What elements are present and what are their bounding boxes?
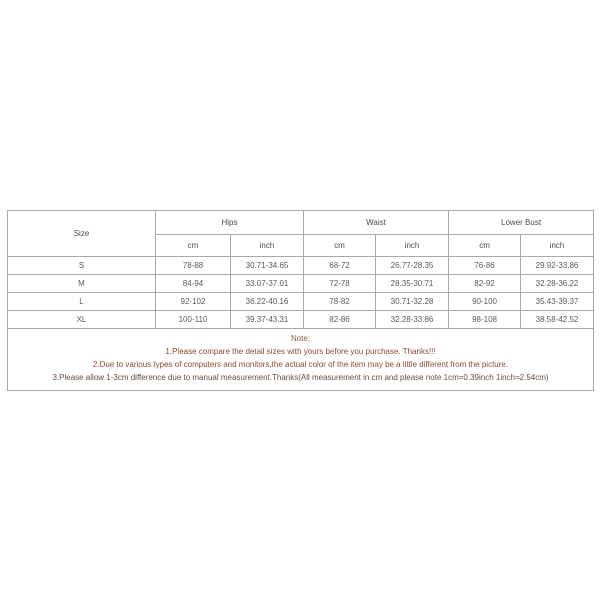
table-row <box>8 311 594 329</box>
table-cell: 30.71-32.28 <box>376 293 449 311</box>
table-row <box>8 293 594 311</box>
table-cell: 26.77-28.35 <box>376 257 449 275</box>
table-cell: 90-100 <box>449 293 521 311</box>
waist-header: Waist <box>304 211 449 235</box>
table-cell: 32.28-33.86 <box>376 311 449 329</box>
notes-row <box>8 329 594 391</box>
table-row <box>8 275 594 293</box>
table-cell: 39.37-43.31 <box>231 311 304 329</box>
table-cell: 84-94 <box>156 275 231 293</box>
unit-header: cm <box>156 235 231 257</box>
notes-title: Note: <box>290 334 311 343</box>
table-cell: 30.71-34.65 <box>231 257 304 275</box>
table-cell: 82-86 <box>304 311 376 329</box>
table-cell: 82-92 <box>449 275 521 293</box>
table-row <box>8 257 594 275</box>
hips-header: Hips <box>156 211 304 235</box>
table-cell: 76-86 <box>449 257 521 275</box>
table-cell: 98-108 <box>449 311 521 329</box>
size-cell: XL <box>8 311 156 329</box>
table-cell: 72-78 <box>304 275 376 293</box>
table-cell: 32.28-36.22 <box>521 275 594 293</box>
size-cell: L <box>8 293 156 311</box>
unit-header: inch <box>521 235 594 257</box>
size-header: Size <box>8 211 156 257</box>
header-row <box>8 211 594 235</box>
size-cell: M <box>8 275 156 293</box>
table-cell: 38.58-42.52 <box>521 311 594 329</box>
table-cell: 68-72 <box>304 257 376 275</box>
unit-header: cm <box>304 235 376 257</box>
table-cell: 29.92-33.86 <box>521 257 594 275</box>
note-line: 3.Please allow 1-3cm difference due to manual measurement.Thanks(All measurement in cm and please note 1cm=0.39inch 1inch=2.54cm) <box>52 373 549 382</box>
table-cell: 78-88 <box>156 257 231 275</box>
lower-bust-header: Lower Bust <box>449 211 594 235</box>
unit-header: inch <box>231 235 304 257</box>
note-line: 2.Due to various types of computers and monitors,the actual color of the item may be a little different from the picture. <box>92 360 509 369</box>
table-cell: 78-82 <box>304 293 376 311</box>
note-line: 1.Please compare the detail sizes with yours before you purchase. Thanks!!! <box>165 347 436 356</box>
table-cell: 92-102 <box>156 293 231 311</box>
unit-header: cm <box>449 235 521 257</box>
table-cell: 33.07-37.01 <box>231 275 304 293</box>
size-chart-table <box>7 210 594 391</box>
table-cell: 36.22-40.16 <box>231 293 304 311</box>
table-cell: 28.35-30.71 <box>376 275 449 293</box>
table-cell: 35.43-39.37 <box>521 293 594 311</box>
table-cell: 100-110 <box>156 311 231 329</box>
unit-header: inch <box>376 235 449 257</box>
notes-cell <box>8 329 594 391</box>
size-cell: S <box>8 257 156 275</box>
